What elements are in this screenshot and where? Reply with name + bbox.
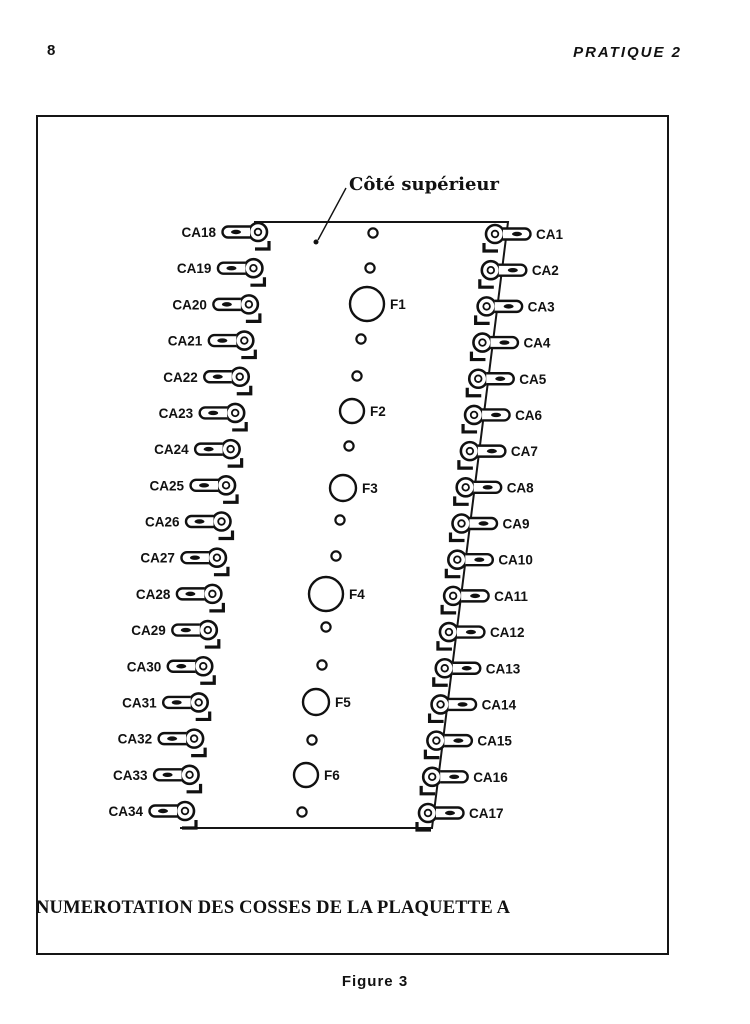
terminal-label-right: CA15 [477, 733, 512, 749]
terminal-lug-right [425, 732, 472, 758]
terminal-label-left: CA30 [126, 659, 162, 675]
page-number: 8 [47, 42, 56, 59]
mounting-hole [307, 735, 316, 744]
terminal-lug-right [455, 478, 502, 504]
terminal-lug-right [476, 297, 523, 323]
terminal-label-left: CA22 [163, 369, 198, 385]
terminal-label-left: CA28 [135, 586, 171, 602]
terminal-label-right: CA4 [523, 335, 551, 351]
terminal-lug-left [200, 404, 246, 430]
fuse-holder [309, 577, 343, 611]
side-label: Côté supérieur [349, 174, 499, 195]
terminal-label-right: CA3 [527, 299, 555, 315]
terminal-lug-left [172, 621, 218, 647]
fuse-holder [294, 763, 318, 787]
terminal-label-right: CA10 [498, 552, 533, 568]
terminal-lug-left [191, 476, 238, 502]
terminal-label-right: CA6 [515, 407, 543, 423]
terminal-lug-left [163, 693, 210, 719]
terminal-lug-right [451, 515, 498, 541]
fuse-holder [350, 287, 384, 321]
terminal-lug-left [195, 440, 242, 466]
terminal-lug-right [446, 551, 493, 577]
terminal-label-left: CA26 [144, 514, 180, 530]
terminal-lug-left [204, 368, 251, 394]
terminal-lug-left [213, 295, 260, 321]
mounting-hole [321, 622, 330, 631]
mounting-hole [335, 515, 344, 524]
terminal-label-right: CA16 [473, 769, 508, 785]
terminal-lug-right [484, 225, 531, 251]
terminal-label-left: CA18 [181, 225, 216, 240]
terminal-label-left: CA31 [122, 695, 157, 711]
terminal-lug-left [223, 223, 269, 249]
terminal-label-right: CA9 [502, 516, 530, 532]
fuse-label: F5 [335, 695, 351, 710]
terminal-label-left: CA20 [172, 297, 207, 313]
fuse-holder [330, 475, 356, 501]
terminal-lug-left [168, 657, 215, 683]
fuse-label: F4 [349, 587, 365, 602]
terminal-label-right: CA7 [510, 444, 538, 460]
terminal-lug-left [177, 585, 224, 611]
terminal-lug-left [159, 730, 206, 756]
terminal-label-left: CA32 [117, 731, 153, 747]
terminal-label-right: CA8 [506, 480, 534, 496]
terminal-lug-left [154, 766, 201, 792]
terminal-label-right: CA17 [469, 806, 504, 821]
terminal-label-right: CA13 [485, 661, 521, 677]
mounting-hole [297, 807, 306, 816]
terminal-label-left: CA24 [154, 442, 189, 458]
terminal-lug-right [480, 261, 527, 287]
figure-caption: NUMEROTATION DES COSSES DE LA PLAQUETTE A [36, 898, 511, 918]
terminal-lug-right [442, 587, 489, 613]
terminal-label-right: CA2 [531, 263, 559, 279]
terminal-label-left: CA27 [140, 550, 175, 566]
terminal-lug-left [186, 513, 232, 539]
terminal-lug-left [209, 332, 255, 358]
terminal-lug-left [150, 802, 196, 828]
mounting-hole [356, 334, 365, 343]
mounting-hole [365, 263, 374, 272]
terminal-lug-left [181, 549, 228, 575]
terminal-lug-right [438, 623, 485, 649]
terminal-label-right: CA1 [536, 227, 564, 242]
terminal-label-left: CA19 [176, 261, 212, 277]
leader-line [318, 188, 346, 240]
terminal-lug-right [463, 406, 510, 432]
terminal-lug-right [421, 768, 468, 794]
terminal-lug-right [459, 442, 506, 468]
top-marker-dot [314, 240, 319, 245]
fuse-label: F6 [324, 768, 340, 783]
fuse-label: F3 [362, 481, 378, 496]
terminal-lug-right [430, 695, 476, 721]
figure-number: Figure 3 [341, 973, 409, 990]
terminal-label-left: CA29 [131, 623, 166, 639]
terminal-lug-right [434, 659, 481, 685]
fuse-label: F1 [390, 297, 406, 312]
mounting-hole [331, 551, 340, 560]
terminal-lug-right [467, 370, 514, 396]
mounting-hole [368, 228, 377, 237]
mounting-hole [344, 441, 353, 450]
terminal-lug-right [471, 334, 518, 360]
terminal-label-right: CA11 [494, 588, 528, 604]
terminal-label-right: CA12 [489, 625, 525, 641]
mounting-hole [317, 660, 326, 669]
running-header: PRATIQUE 2 [573, 44, 682, 61]
fuse-holder [303, 689, 329, 715]
terminal-label-left: CA33 [113, 767, 148, 783]
terminal-lug-left [218, 259, 265, 285]
terminal-lug-right [417, 804, 464, 830]
terminal-label-right: CA14 [481, 697, 517, 713]
fuse-holder [340, 399, 364, 423]
terminal-label-right: CA5 [519, 371, 547, 387]
terminal-label-left: CA34 [108, 804, 143, 819]
terminal-label-left: CA21 [167, 333, 203, 349]
terminal-label-left: CA25 [149, 478, 185, 494]
terminal-label-left: CA23 [158, 405, 194, 421]
mounting-hole [352, 371, 361, 380]
fuse-label: F2 [370, 404, 386, 419]
